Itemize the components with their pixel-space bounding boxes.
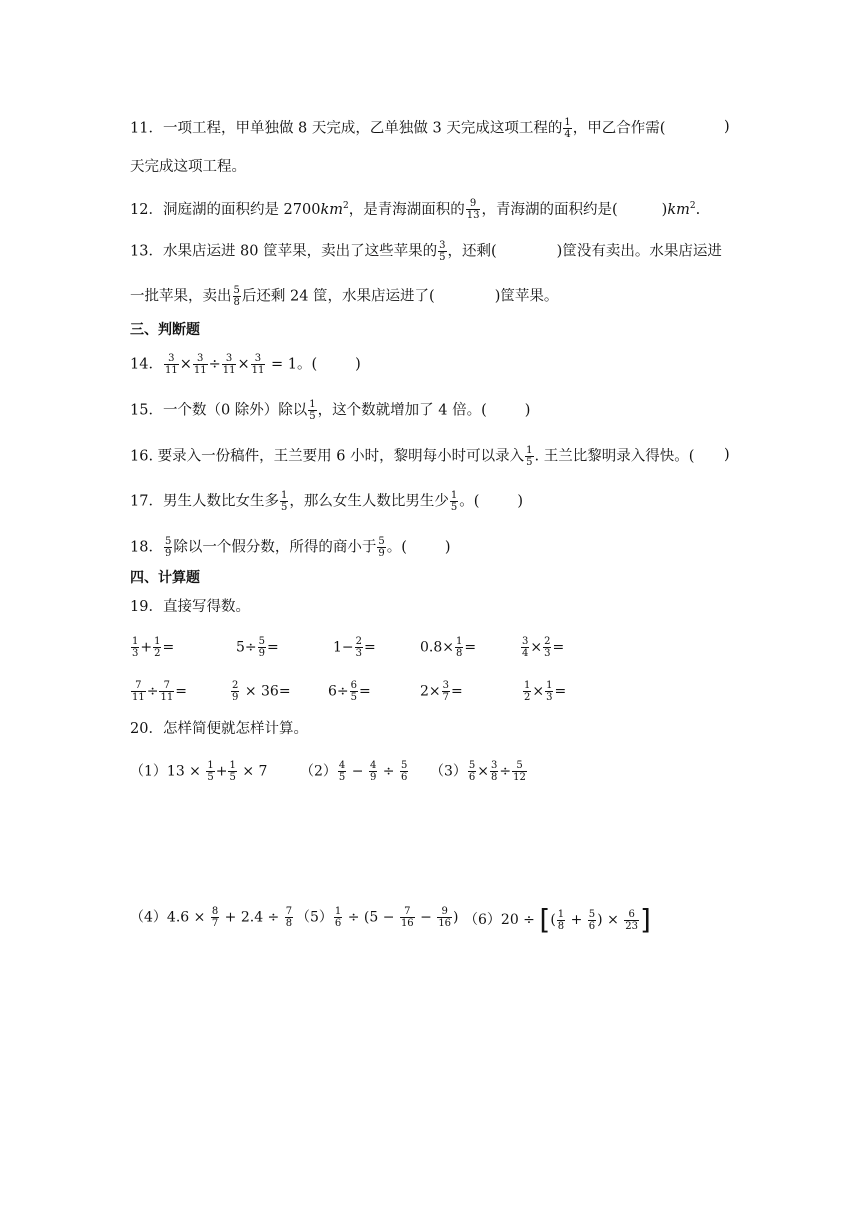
calc-item: $\frac{1}{3}$ + $\frac{1}{2}$ = (132, 636, 175, 659)
fraction: $\frac{9}{13}$ (466, 198, 480, 222)
problem-2: （2） $\frac{4}{5}$ − $\frac{4}{9}$ ÷ $\frac{5}{6}$ (300, 760, 408, 783)
question-13-line1: 13．水果店运进 80 筐苹果，卖出了这些苹果的 $\frac{3}{5}$ ，还剩( )筐没有卖出。水果店运进 (130, 240, 722, 263)
calc-item: 2× $\frac{3}{7}$ = (420, 680, 463, 703)
question-13-line2: 一批苹果，卖出 $\frac{5}{8}$ 后还剩 24 筐，水果店运进了( )筐苹果。 (130, 285, 559, 308)
question-11-line1 (130, 117, 665, 140)
calc-item: $\frac{2}{9}$ × 36= (232, 680, 291, 703)
q11-text-b: ，甲乙合作需( (572, 120, 666, 137)
q11-answer-close: ) (724, 119, 730, 135)
fraction: $\frac{5}{8}$ (233, 285, 240, 308)
question-20-title: 20．怎样简便就怎样计算。 (130, 721, 308, 737)
question-18: 18． $\frac{5}{9}$ 除以一个假分数，所得的商小于 $\frac{5}{9}$ 。( ) (130, 536, 451, 559)
question-17: 17．男生人数比女生多 $\frac{1}{5}$ ，那么女生人数比男生少 $\frac{1}{5}$ 。( ) (130, 490, 524, 513)
calc-item: 6÷ $\frac{6}{5}$ = (328, 680, 371, 703)
question-15: 15．一个数（0 除外）除以 $\frac{1}{5}$ ，这个数就增加了 4 倍。( ) (130, 399, 531, 422)
problem-4: （4）4.6 × $\frac{8}{7}$ + 2.4 ÷ $\frac{7}{8}$ (130, 906, 293, 929)
question-16: 16. 要录入一份稿件，王兰要用 6 小时，黎明每小时可以录入 $\frac{1}{5}$ . 王兰比黎明录入得快。( (130, 445, 695, 468)
calc-item: 5÷ $\frac{5}{9}$ = (236, 636, 279, 659)
section-3-heading: 三、判断题 (130, 322, 200, 338)
section-4-heading: 四、计算题 (130, 570, 200, 586)
calc-item: $\frac{1}{2}$ × $\frac{1}{3}$ = (524, 680, 567, 703)
q11-text-a: 11．一项工程，甲单独做 8 天完成，乙单独做 3 天完成这项工程的 (130, 120, 563, 137)
calc-item: $\frac{3}{4}$ × $\frac{2}{3}$ = (522, 636, 565, 659)
calc-item: 0.8× $\frac{1}{8}$ = (420, 636, 477, 659)
question-12: 12．洞庭湖的面积约是 $2700km^2$，是青海湖面积的 $\frac{9}{13}$ ，青海湖的面积约是( )$km^2$. (130, 198, 701, 222)
fraction: $\frac{1}{4}$ (564, 117, 571, 140)
calc-item: $\frac{7}{11}$ ÷ $\frac{7}{11}$ = (132, 680, 187, 703)
question-11-line2: 天完成这项工程。 (130, 159, 246, 175)
problem-1: （1）13 × $\frac{1}{5}$ + $\frac{1}{5}$ × 7 (130, 760, 268, 783)
problem-3: （3） $\frac{5}{6}$ × $\frac{3}{8}$ ÷ $\frac{5}{12}$ (430, 760, 526, 783)
q16-answer-close: ) (724, 447, 730, 463)
calc-item: 1− $\frac{2}{3}$ = (333, 636, 376, 659)
problem-6: （6）20 ÷ [( $\frac{1}{8}$ + $\frac{5}{6}$ ) × $\frac{6}{23}$ ] (464, 903, 651, 936)
problem-5: （5） $\frac{1}{6}$ ÷ (5 − $\frac{7}{16}$ − $\frac{9}{16}$ ) (296, 906, 459, 929)
fraction: $\frac{3}{5}$ (439, 240, 446, 263)
question-14: 14． $\frac{3}{11}$ × $\frac{3}{11}$ ÷ $\frac{3}{11}$ × $\frac{3}{11}$ = 1。( ) (130, 353, 361, 376)
question-19-title: 19．直接写得数。 (130, 599, 250, 615)
